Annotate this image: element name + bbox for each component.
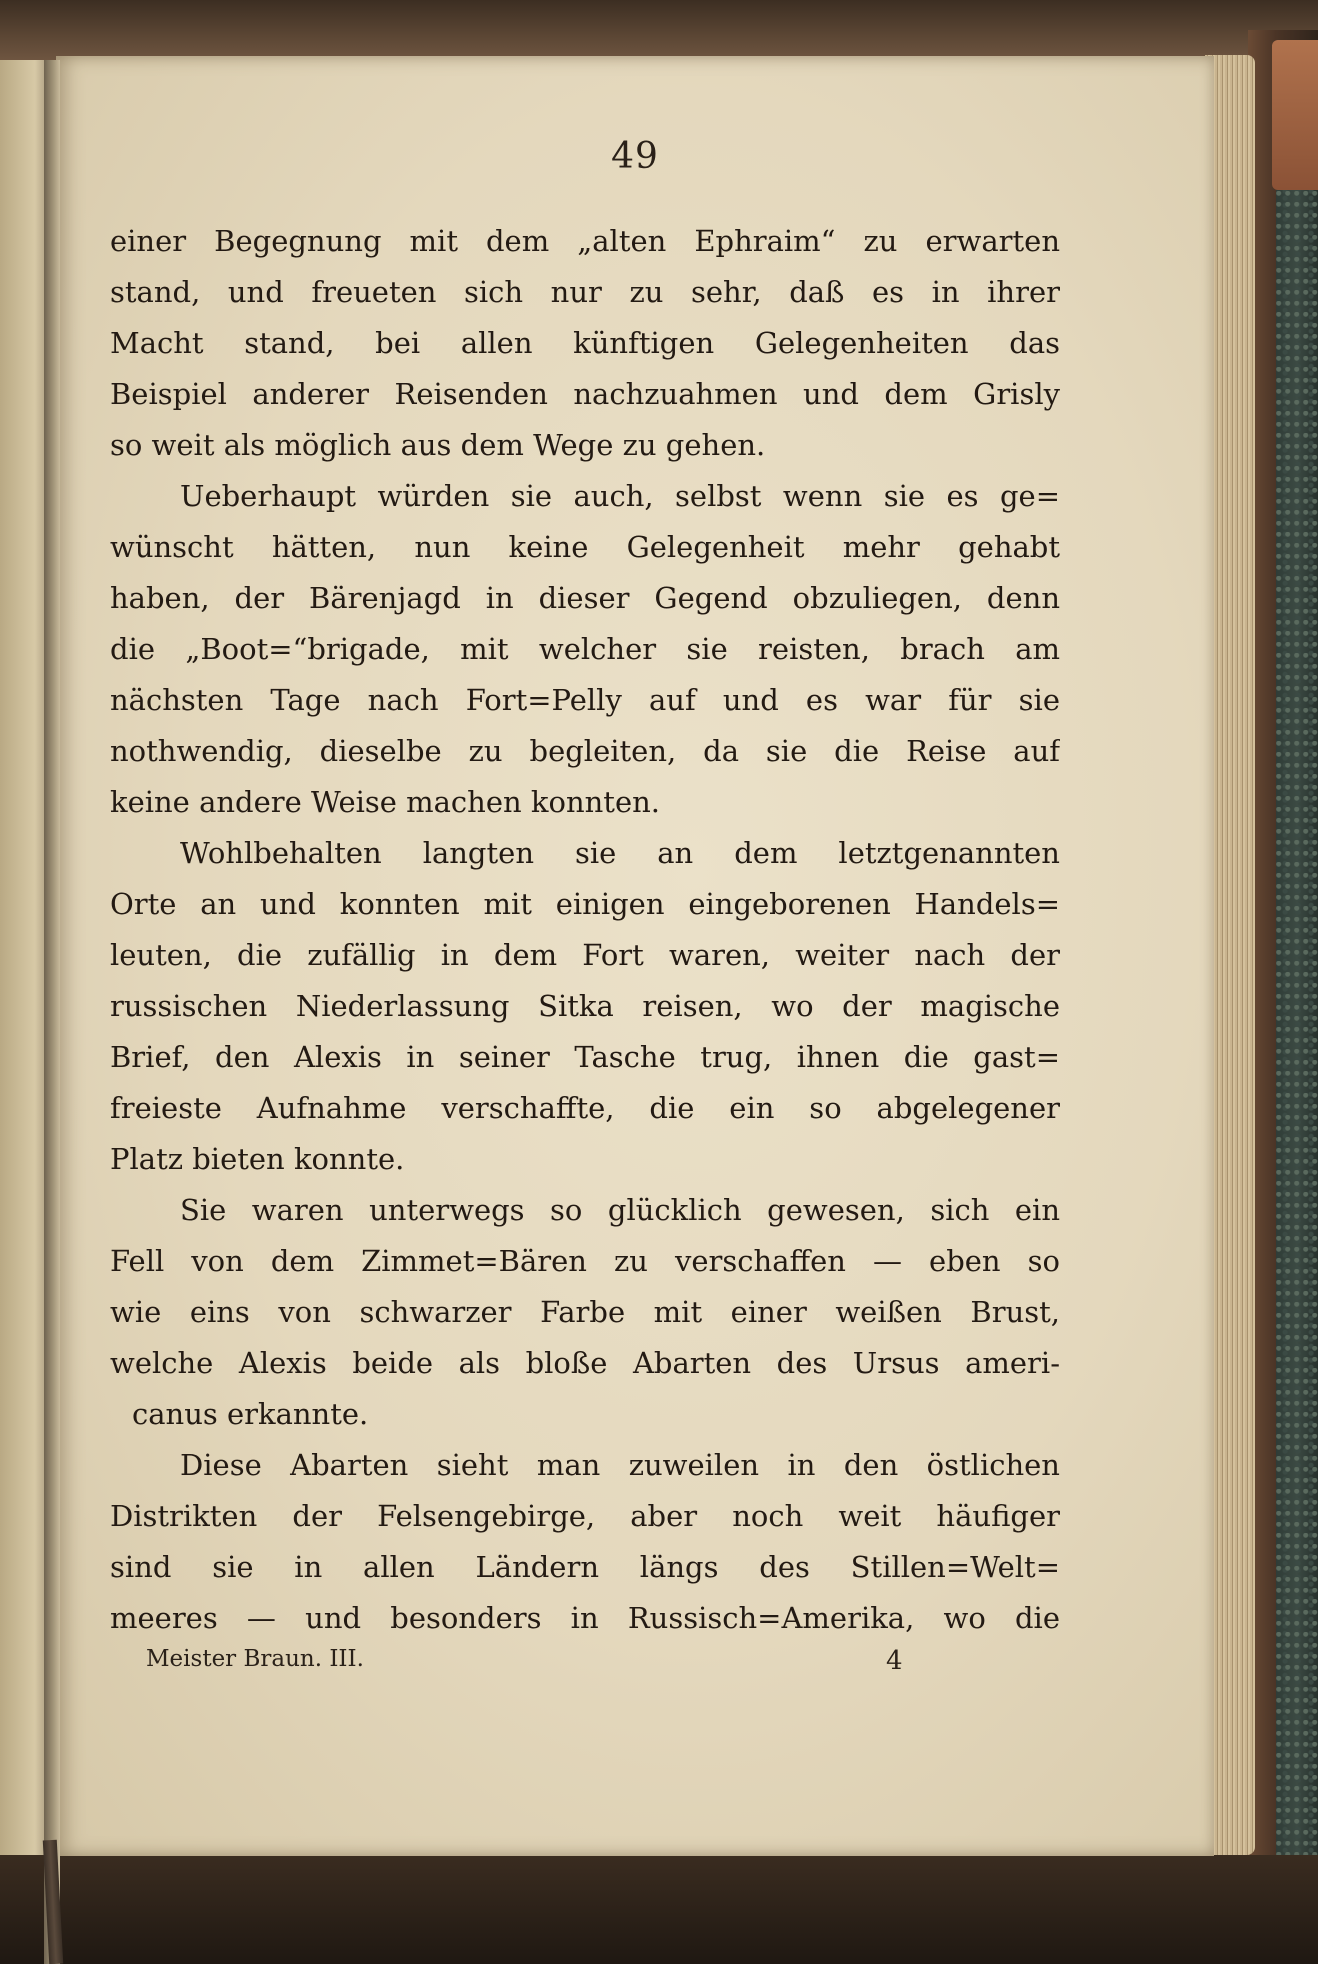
text-line: stand, und freueten sich nur zu sehr, daß es in ihrer [110,275,1060,309]
text-line: Fell von dem Zimmet=Bären zu verschaffen — eben so [110,1244,1060,1278]
text-line: nothwendig, dieselbe zu begleiten, da sie die Reise auf [110,734,1060,768]
text-line: russischen Niederlassung Sitka reisen, wo der magische [110,989,1060,1023]
text-line: Orte an und konnten mit einigen eingeborenen Handels= [110,887,1060,921]
body-text [110,216,1060,1644]
facing-page-edge [0,60,50,1964]
book-cover-top-edge [0,0,1318,60]
footer-book-title: Meister Braun. III. [146,1646,364,1672]
text-line: haben, der Bärenjagd in dieser Gegend obzuliegen, denn [110,581,1060,615]
text-line: Diese Abarten sieht man zuweilen in den östlichen [180,1448,1060,1482]
text-line: so weit als möglich aus dem Wege zu gehen. [110,428,766,462]
page-footer [146,1646,1046,1686]
text-line: Macht stand, bei allen künftigen Gelegenheiten das [110,326,1060,360]
text-line: keine andere Weise machen konnten. [110,785,661,819]
paragraph [110,1440,1060,1644]
page-sheet [56,56,1214,1856]
paragraph [110,216,1060,471]
text-line: welche Alexis beide als bloße Abarten des Ursus ameri- [110,1346,1060,1380]
text-line: freieste Aufnahme verschaffte, die ein so abgelegener [110,1091,1060,1125]
paragraph [110,1185,1060,1440]
footer-signature-mark: 4 [886,1646,903,1676]
text-line: Sie waren unterwegs so glücklich gewesen, sich ein [180,1193,1060,1227]
text-line: einer Begegnung mit dem „alten Ephraim“ zu erwarten [110,224,1060,258]
page-number: 49 [611,136,659,177]
text-line: sind sie in allen Ländern längs des Stillen=Welt= [110,1550,1060,1584]
text-line: wünscht hätten, nun keine Gelegenheit mehr gehabt [110,530,1060,564]
text-line: Beispiel anderer Reisenden nachzuahmen und dem Grisly [110,377,1060,411]
text-line: leuten, die zufällig in dem Fort waren, weiter nach der [110,938,1060,972]
leather-corner [1272,40,1318,190]
page-gutter-shadow [44,60,60,1964]
marbled-cover-board [1276,180,1318,1964]
book-bottom-edge [0,1855,1318,1964]
text-line: Ueberhaupt würden sie auch, selbst wenn sie es ge= [180,479,1060,513]
text-line: wie eins von schwarzer Farbe mit einer weißen Brust, [110,1295,1060,1329]
text-line: canus erkannte. [132,1397,369,1431]
text-line: Wohlbehalten langten sie an dem letztgenannten [180,836,1060,870]
paragraph [110,828,1060,1185]
text-line: meeres — und besonders in Russisch=Amerika, wo die [110,1601,1060,1635]
text-line: Brief, den Alexis in seiner Tasche trug, ihnen die gast= [110,1040,1060,1074]
text-line: Platz bieten konnte. [110,1142,405,1176]
text-line: die „Boot=“brigade, mit welcher sie reisten, brach am [110,632,1060,666]
text-line: nächsten Tage nach Fort=Pelly auf und es war für sie [110,683,1060,717]
text-line: Distrikten der Felsengebirge, aber noch weit häufiger [110,1499,1060,1533]
paragraph [110,471,1060,828]
